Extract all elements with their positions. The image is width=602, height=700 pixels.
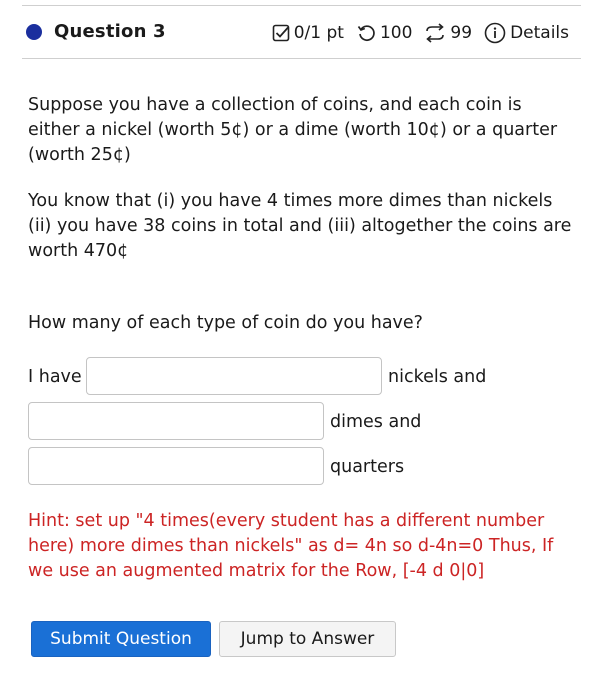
dimes-label: dimes and	[330, 412, 422, 432]
question-title: Question 3	[54, 21, 166, 42]
retries-count: 100	[379, 23, 413, 43]
question-status-dot	[26, 24, 42, 40]
jump-to-answer-button[interactable]: Jump to Answer	[219, 621, 396, 657]
attempts-count: 99	[450, 23, 473, 43]
checkbox-icon	[272, 24, 290, 42]
problem-paragraph-1: Suppose you have a collection of coins, and each coin is either a nickel (worth 5¢) or a dime (worth 10¢) or a quarter (worth 25¢)	[28, 95, 558, 165]
score-text: 0/1 pt	[293, 23, 344, 43]
retry-icon	[356, 23, 376, 43]
header-divider	[22, 58, 581, 59]
question-meta	[272, 22, 569, 44]
attempts-icon	[424, 23, 446, 43]
dimes-input[interactable]	[28, 402, 324, 440]
top-divider	[22, 5, 581, 6]
answer-prefix-label: I have	[28, 367, 82, 387]
info-icon[interactable]	[484, 22, 506, 44]
quarters-input[interactable]	[28, 447, 324, 485]
nickels-label: nickels and	[388, 367, 487, 387]
quarters-label: quarters	[330, 457, 405, 477]
nickels-input[interactable]	[86, 357, 382, 395]
question-header	[22, 8, 581, 58]
hint-text: Hint: set up "4 times(every student has a different number here) more dimes than nickels" as d= 4n so d-4n=0 Thus, If we use an augmented matrix for the Row, [-4 d 0|0]	[28, 511, 554, 581]
submit-question-button[interactable]: Submit Question	[31, 621, 211, 657]
problem-paragraph-2: You know that (i) you have 4 times more dimes than nickels (ii) you have 38 coins in total and (iii) altogether the coins are worth 470¢	[28, 191, 572, 261]
details-link[interactable]: Details	[510, 23, 569, 43]
problem-question: How many of each type of coin do you have?	[28, 313, 423, 333]
